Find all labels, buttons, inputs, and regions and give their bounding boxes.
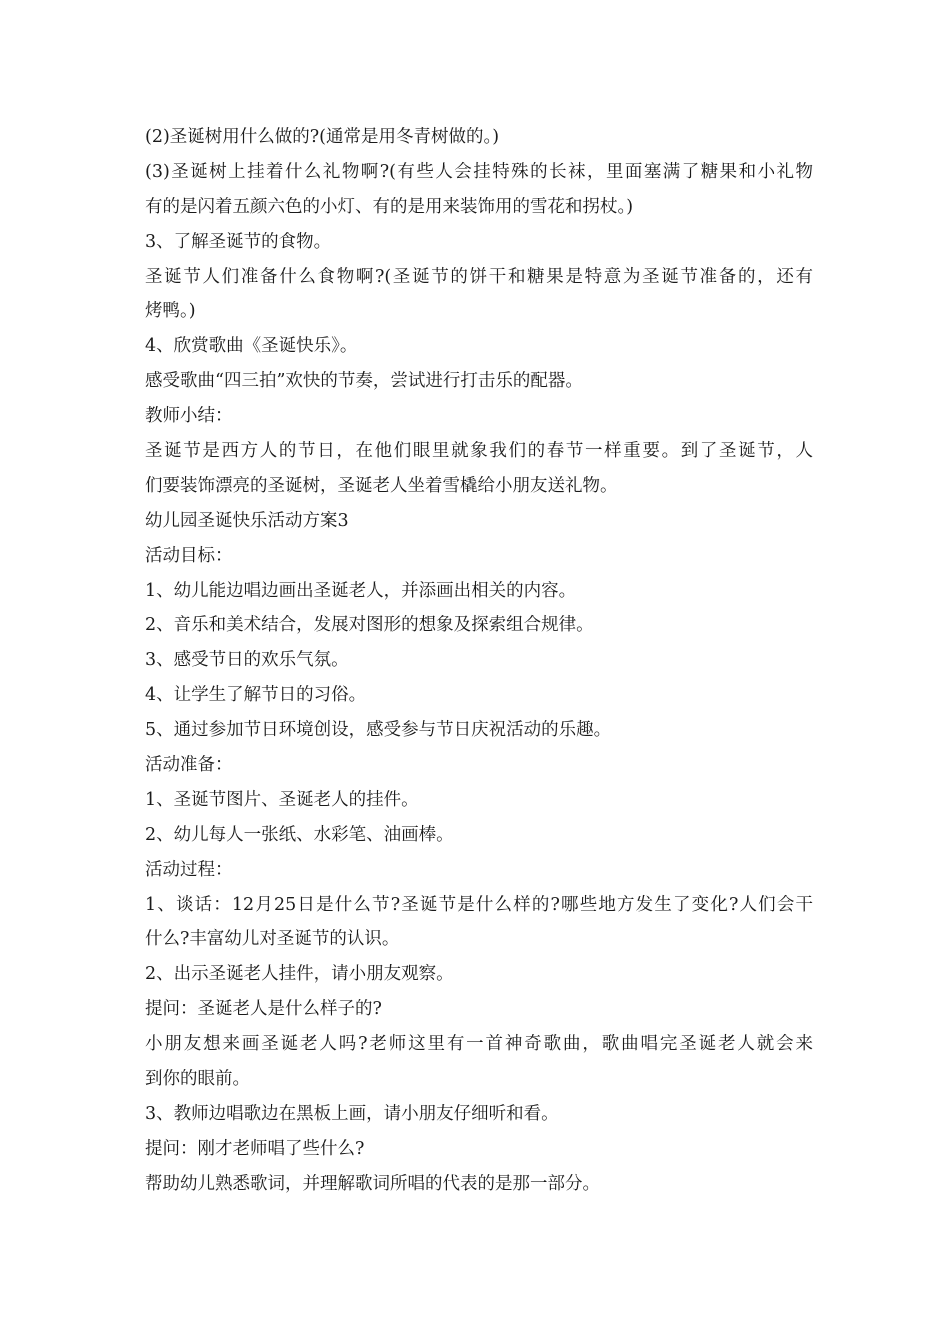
text-line: 圣诞节人们准备什么食物啊?(圣诞节的饼干和糖果是特意为圣诞节准备的，还有 [145, 266, 813, 287]
text-line: 3、了解圣诞节的食物。 [145, 231, 332, 252]
text-line: 幼儿园圣诞快乐活动方案3 [145, 510, 349, 531]
text-line: 烤鸭。) [145, 301, 196, 322]
text-line: 有的是闪着五颜六色的小灯、有的是用来装饰用的雪花和拐杖。) [145, 196, 634, 217]
text-line: 3、教师边唱歌边在黑板上画，请小朋友仔细听和看。 [145, 1103, 559, 1124]
text-line: 们要装饰漂亮的圣诞树，圣诞老人坐着雪橇给小朋友送礼物。 [145, 475, 618, 496]
text-line: 2、幼儿每人一张纸、水彩笔、油画棒。 [145, 824, 454, 845]
text-line: 感受歌曲“四三拍”欢快的节奏，尝试进行打击乐的配器。 [145, 371, 583, 392]
text-line: 到你的眼前。 [145, 1069, 250, 1090]
text-line: 1、圣诞节图片、圣诞老人的挂件。 [145, 789, 419, 810]
text-line: 活动准备： [145, 755, 233, 776]
text-line: 什么?丰富幼儿对圣诞节的认识。 [145, 929, 400, 950]
text-line: 4、欣赏歌曲《圣诞快乐》。 [145, 336, 358, 357]
text-line: 帮助幼儿熟悉歌词，并理解歌词所唱的代表的是那一部分。 [145, 1173, 600, 1194]
text-line: 4、让学生了解节日的习俗。 [145, 685, 367, 706]
text-line: 1、幼儿能边唱边画出圣诞老人，并添画出相关的内容。 [145, 580, 577, 601]
document-body [145, 120, 813, 1202]
text-line: 3、感受节日的欢乐气氛。 [145, 650, 349, 671]
text-line: 2、音乐和美术结合，发展对图形的想象及探索组合规律。 [145, 615, 594, 636]
text-line: (3)圣诞树上挂着什么礼物啊?(有些人会挂特殊的长袜，里面塞满了糖果和小礼物 [145, 161, 813, 182]
text-line: 2、出示圣诞老人挂件，请小朋友观察。 [145, 964, 454, 985]
text-line: 5、通过参加节日环境创设，感受参与节日庆祝活动的乐趣。 [145, 720, 612, 741]
text-line: 活动过程： [145, 859, 233, 880]
text-line: 1、谈话：12月25日是什么节?圣诞节是什么样的?哪些地方发生了变化?人们会干 [145, 894, 813, 915]
text-line: 教师小结： [145, 406, 233, 427]
text-line: 小朋友想来画圣诞老人吗?老师这里有一首神奇歌曲，歌曲唱完圣诞老人就会来 [145, 1034, 813, 1055]
text-line: 圣诞节是西方人的节日，在他们眼里就象我们的春节一样重要。到了圣诞节，人 [145, 441, 813, 462]
text-line: 活动目标： [145, 545, 233, 566]
text-line: 提问：刚才老师唱了些什么? [145, 1138, 365, 1159]
text-line: 提问：圣诞老人是什么样子的? [145, 999, 382, 1020]
text-line: (2)圣诞树用什么做的?(通常是用冬青树做的。) [145, 127, 500, 147]
